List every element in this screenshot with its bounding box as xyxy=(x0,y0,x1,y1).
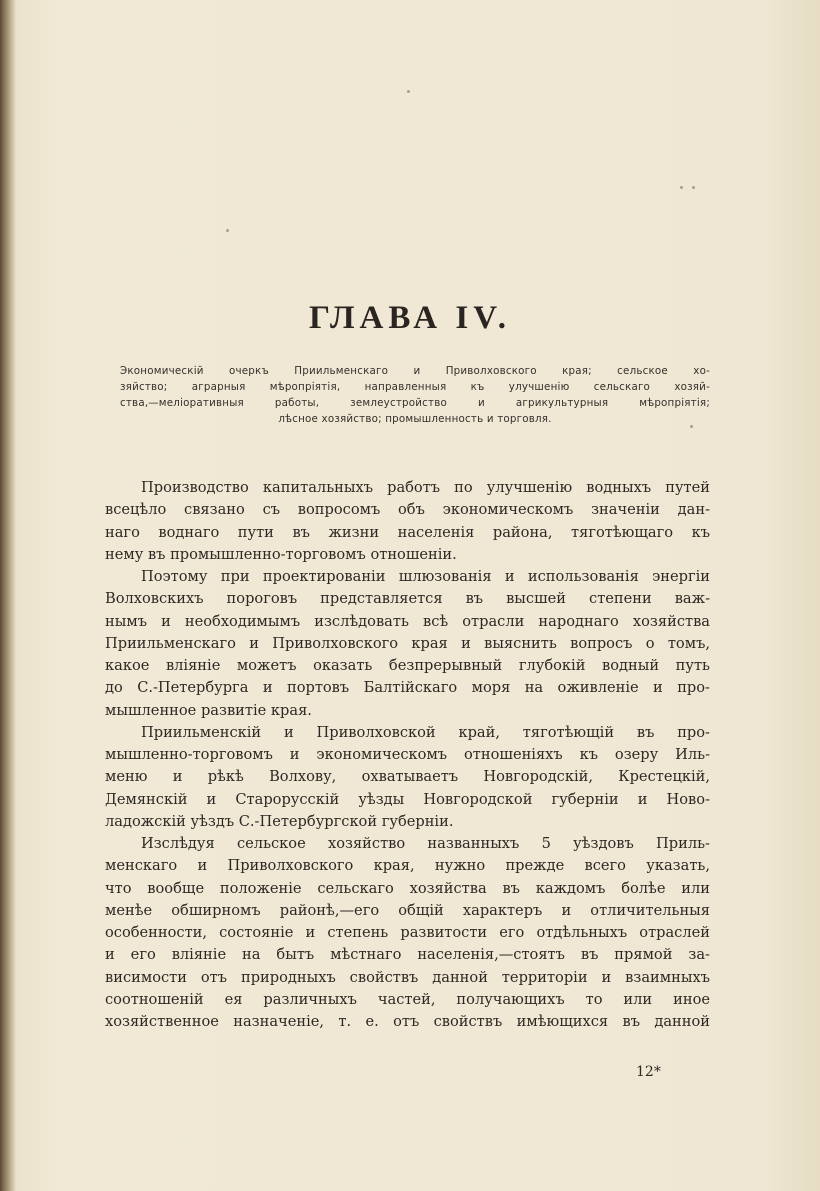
paragraph-line: какое вліяніе можетъ оказать безпрерывный глубокій водный путь xyxy=(105,657,710,674)
paragraph-line: мышленно-торговомъ и экономическомъ отношеніяхъ къ озеру Иль- xyxy=(105,746,710,763)
paragraph-line: ладожскій уѣздъ С.-Петербургской губерніи. xyxy=(105,812,454,830)
summary-line: ства,—меліоративныя работы, землеустройство и агрикультурныя мѣропріятія; xyxy=(120,397,710,409)
paragraph-line: менскаго и Приволховского края, нужно прежде всего указать, xyxy=(105,857,710,875)
paragraph-line: менѣе обширномъ районѣ,—его общій характеръ и отличительныя xyxy=(105,901,710,919)
summary-line: лѣсное хозяйство; промышленность и торговля. xyxy=(278,413,552,425)
paragraph-line: меню и рѣкѣ Волхову, охватываетъ Новгородскій, Крестецкій, xyxy=(105,768,710,786)
paper-speck xyxy=(692,186,695,189)
paragraph-line: нему въ промышленно-торговомъ отношеніи. xyxy=(105,545,457,563)
paragraph-line: Приильменскій и Приволховской край, тяготѣющій въ про- xyxy=(141,723,710,741)
summary-line: Экономическій очеркъ Приильменскаго и Приволховского края; сельское хо- xyxy=(120,365,710,377)
paragraph-line: Изслѣдуя сельское хозяйство названныхъ 5 уѣздовъ Приль- xyxy=(141,835,710,852)
paragraph-line: и его вліяніе на бытъ мѣстнаго населенія,—стоятъ въ прямой за- xyxy=(105,946,710,964)
paragraph-line: Волховскихъ пороговъ представляется въ высшей степени важ- xyxy=(105,590,710,608)
chapter-heading: ГЛАВА IV. xyxy=(308,300,512,336)
paragraph-line: что вообще положеніе сельскаго хозяйства въ каждомъ болѣе или xyxy=(105,879,710,897)
paper-speck xyxy=(680,186,683,189)
chapter-summary xyxy=(120,363,710,427)
paragraph-line: Приильменскаго и Приволховского края и выяснить вопросъ о томъ, xyxy=(105,634,710,652)
paragraph-line: Демянскій и Старорусскій уѣзды Новгородской губерніи и Ново- xyxy=(105,790,710,808)
paragraph-line: Производство капитальныхъ работъ по улучшенію водныхъ путей xyxy=(141,479,710,496)
paragraph-line: соотношеній ея различныхъ частей, получающихъ то или иное xyxy=(105,990,710,1008)
paragraph-line: всецѣло связано съ вопросомъ объ экономическомъ значеніи дан- xyxy=(105,501,710,519)
paper-speck xyxy=(407,90,410,93)
paper-speck xyxy=(226,229,229,232)
paragraph-line: наго воднаго пути въ жизни населенія района, тяготѣющаго къ xyxy=(105,523,710,541)
paragraph-line: особенности, состояніе и степень развитости его отдѣльныхъ отраслей xyxy=(105,924,710,941)
paragraph-line: хозяйственное назначеніе, т. е. отъ свойствъ имѣющихся въ данной xyxy=(105,1013,710,1030)
page-number: 12* xyxy=(636,1064,661,1080)
paragraph-line: мышленное развитіе края. xyxy=(105,701,312,719)
book-binding-edge xyxy=(0,0,16,1191)
paragraph-line: нымъ и необходимымъ изслѣдовать всѣ отрасли народнаго хозяйства xyxy=(105,612,710,630)
paragraph-line: Поэтому при проектированіи шлюзованія и использованія энергіи xyxy=(141,568,710,585)
paragraph-line: до С.-Петербурга и портовъ Балтійскаго моря на оживленіе и про- xyxy=(105,679,710,697)
summary-line: зяйство; аграрныя мѣропріятія, направленныя къ улучшенію сельскаго хозяй- xyxy=(120,381,710,393)
body-text xyxy=(105,477,710,1033)
paragraph-line: висимости отъ природныхъ свойствъ данной территоріи и взаимныхъ xyxy=(105,968,710,986)
